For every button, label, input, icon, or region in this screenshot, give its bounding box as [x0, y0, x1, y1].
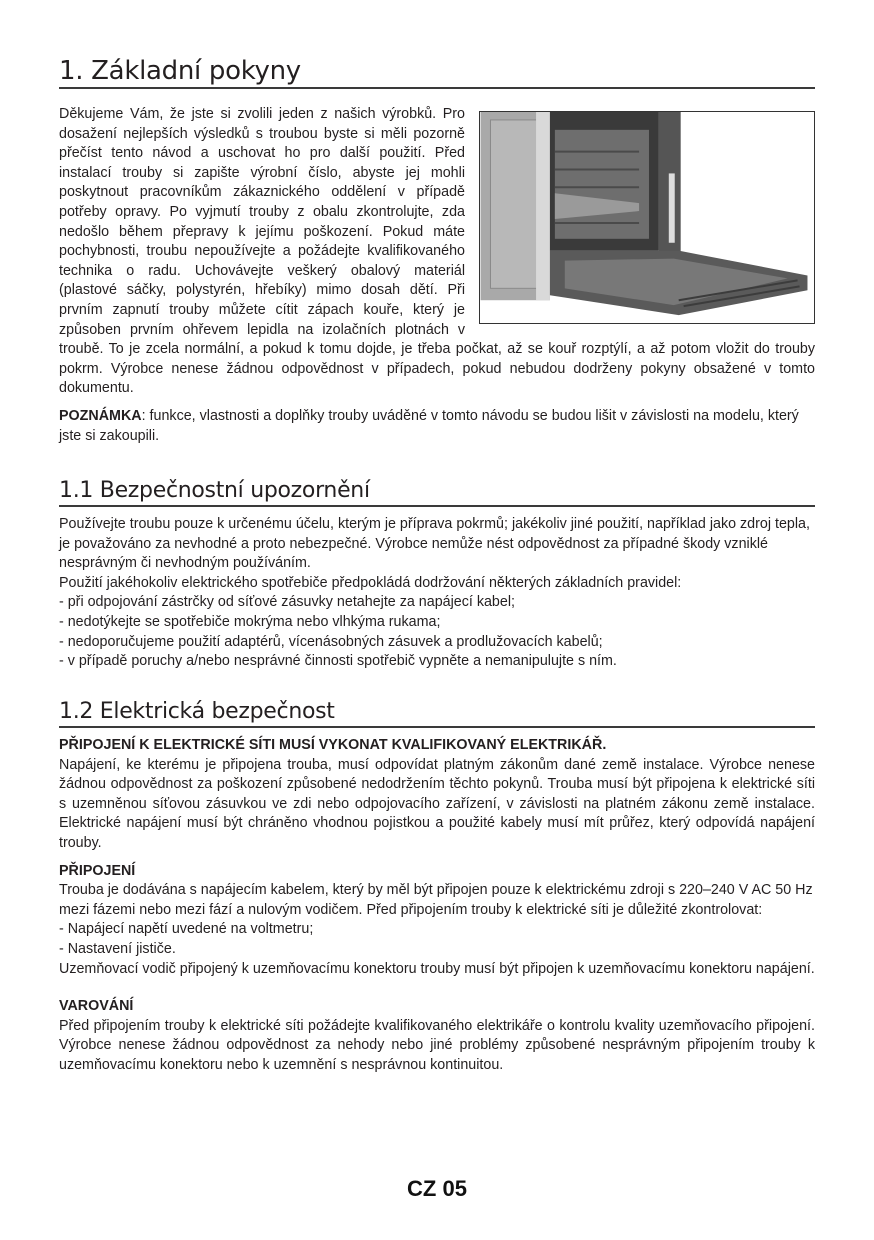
- connection-paragraph: Trouba je dodávána s napájecím kabelem, který by měl být připojen pouze k elektrickému zdroji s 220–240 V AC 50 Hz mezi fázemi nebo mezi fází a nulovým vodičem. Před připojením trouby k elektrické síti je důležité zkontrolovat:: [59, 882, 813, 918]
- note-text: : funkce, vlastnosti a doplňky trouby uváděné v tomto návodu se budou lišit v závislosti na modelu, který jste si zakoupili.: [59, 407, 799, 444]
- section-title-basic-instructions: 1. Základní pokyny: [59, 55, 815, 89]
- rule-item: - při odpojování zástrčky od síťové zásuvky netahejte za napájecí kabel;: [59, 594, 515, 611]
- warning-heading: VAROVÁNÍ: [59, 998, 134, 1015]
- check-item: - Napájecí napětí uvedené na voltmetru;: [59, 921, 314, 938]
- warning-paragraph: Před připojením trouby k elektrické síti požádejte kvalifikovaného elektrikáře o kontrolu kvality uzemňovacího připojení. Výrobce nenese žádnou odpovědnost za nehody nebo jiné problémy způsobené nesprávným připojením trouby k uzemňovacímu konektoru nebo k uzemnění s nesprávnou kontinuitou.: [59, 1017, 815, 1073]
- grounding-paragraph: Uzemňovací vodič připojený k uzemňovacímu konektoru trouby musí být připojen k uzemňovacímu konektoru napájení.: [59, 960, 815, 977]
- note-paragraph: [59, 407, 815, 446]
- rule-item: - nedotýkejte se spotřebiče mokrýma nebo vlhkýma rukama;: [59, 613, 441, 630]
- section-title-safety-warnings: 1.1 Bezpečnostní upozornění: [59, 477, 815, 507]
- oven-illustration: [479, 111, 815, 324]
- intro-paragraph: Děkujeme Vám, že jste si zvolili jeden z našich výrobků. Pro dosažení nejlepších výsledků s troubou byste si měli pozorně přečíst tento návod a uschovat ho pro další použití. Před instalací trouby si zapište výrobní číslo, abyste jej mohli poskytnout pracovníkům zákaznického oddělení v případě potřeby opravy. Po vyjmutí trouby z obalu zkontrolujte, zda nedošlo během přepravy k jejímu poškození. Pokud máte pochybnosti, troubu nepoužívejte a požádejte kvalifikovaného technika o radu. Uchovávejte veškerý obalový materiál (plastové sáčky, polystyrén, hřebíky) mimo dosah dětí. Při prvním zapnutí trouby můžete cítit zápach kouře, který je způsoben prvním ohřevem lepidla na izolačních plotnách v troubě. To je zcela normální, a pokud k tomu dojde, je třeba počkat, až se kouř rozptýlí, a až potom vložit do trouby pokrm. Výrobce nenese žádnou odpovědnost v případech, pokud nebudou dodrženy pokyny obsažené v tomto dokumentu.: [59, 106, 815, 397]
- power-supply-paragraph: Napájení, ke kterému je připojena trouba, musí odpovídat platným zákonům dané země instalace. Výrobce nenese žádnou odpovědnost za poškození způsobené nedodržením těchto pokynů. Trouba musí být připojena k elektrické síti s uzemněnou síťovou zásuvkou ve zdi nebo odpojovacího zařízení, v závislosti na platném zákonu země instalace. Elektrické napájení musí být chráněno vhodnou pojistkou a použité kabely musí mít průřez, který odpovídá napájení trouby.: [59, 756, 815, 851]
- section-title-electrical-safety: 1.2 Elektrická bezpečnost: [59, 698, 815, 728]
- safety-section: [59, 515, 815, 672]
- page-number: CZ 05: [407, 1176, 467, 1201]
- electrician-heading: PŘIPOJENÍ K ELEKTRICKÉ SÍTI MUSÍ VYKONAT KVALIFIKOVANÝ ELEKTRIKÁŘ.: [59, 737, 607, 753]
- oven-drawing: [480, 112, 814, 323]
- intro-section: [59, 105, 815, 446]
- check-item: - Nastavení jističe.: [59, 940, 176, 957]
- rule-item: - v případě poruchy a/nebo nesprávné činnosti spotřebič vypněte a nemanipulujte s ním.: [59, 653, 617, 670]
- rules-intro: Použití jakéhokoliv elektrického spotřebiče předpokládá dodržování některých základních pravidel:: [59, 574, 682, 591]
- note-label: POZNÁMKA: [59, 407, 142, 424]
- electrical-section: [59, 736, 815, 1076]
- safety-paragraph: Používejte troubu pouze k určenému účelu, kterým je příprava pokrmů; jakékoliv jiné použití, například jako zdroj tepla, je považováno za nevhodné a proto nebezpečné. Výrobce nemůže nést odpovědnost za případné škody vzniklé nesprávným či nevhodným používáním.: [59, 516, 810, 572]
- rule-item: - nedoporučujeme použití adaptérů, vícenásobných zásuvek a prodlužovacích kabelů;: [59, 633, 603, 650]
- connection-heading: PŘIPOJENÍ: [59, 862, 136, 879]
